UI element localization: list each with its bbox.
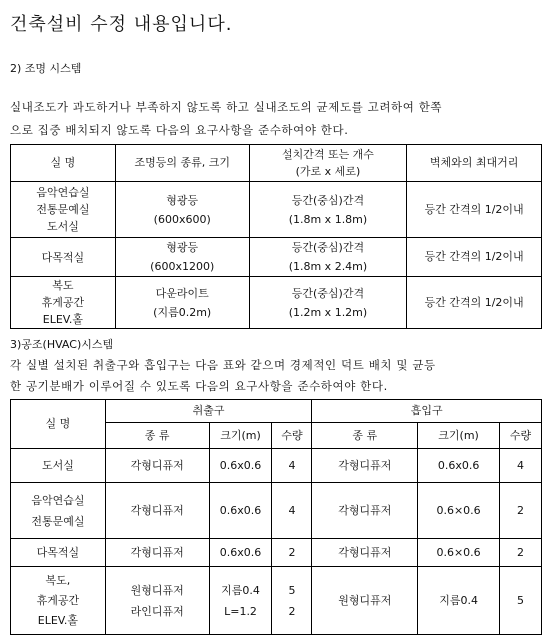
hvac-cell-room-line: 휴게공간 <box>36 593 80 607</box>
lighting-cell-spacing-line: 등간(중심)간격 <box>291 241 365 254</box>
hvac-subheader-supply-qty: 수량 <box>272 423 312 449</box>
lighting-cell-spacing-line: (1.2m x 1.2m) <box>288 305 368 319</box>
hvac-cell-r-size-line: 0.6x0.6 <box>437 458 480 472</box>
hvac-table-row <box>11 567 542 635</box>
hvac-cell-room <box>11 483 106 539</box>
hvac-cell-s-qty-line: 4 <box>288 503 296 517</box>
lighting-cell-room-line: 도서실 <box>46 220 79 233</box>
document-title: 건축설비 수정 내용입니다. <box>10 14 233 35</box>
hvac-subheader-supply-size: 크기(m) <box>209 423 272 449</box>
lighting-header-type: 조명등의 종류, 크기 <box>115 145 249 182</box>
section3-paragraph-line-1: 각 실별 설치된 취출구와 흡입구는 다음 표와 같으며 경제적인 덕트 배치 및 균등 <box>10 358 436 372</box>
lighting-cell-room-line: 휴게공간 <box>41 296 85 309</box>
hvac-cell-s-type <box>105 539 209 567</box>
lighting-cell-type-line: (600x600) <box>153 212 211 226</box>
hvac-cell-r-type <box>312 567 418 635</box>
hvac-cell-r-qty <box>500 483 542 539</box>
lighting-cell-type-line: 다운라이트 <box>155 286 209 300</box>
hvac-cell-room-line: ELEV.홀 <box>37 613 79 627</box>
hvac-cell-s-qty <box>272 567 312 635</box>
hvac-cell-s-size <box>209 539 272 567</box>
hvac-cell-r-qty-line: 4 <box>517 458 525 472</box>
hvac-header-room: 실 명 <box>11 400 106 449</box>
hvac-cell-r-qty-line: 2 <box>517 503 525 517</box>
hvac-cell-r-qty-line: 5 <box>517 593 525 607</box>
hvac-cell-r-qty <box>500 567 542 635</box>
hvac-cell-room-line: 도서실 <box>41 458 74 472</box>
lighting-cell-spacing-line: 등간(중심)간격 <box>291 193 365 207</box>
hvac-cell-room-line: 다목적실 <box>36 545 80 559</box>
lighting-cell-type-line: 형광등 <box>166 241 199 254</box>
hvac-table-row <box>11 449 542 483</box>
hvac-cell-s-type-line: 각형디퓨저 <box>130 458 184 472</box>
hvac-cell-s-type-line: 원형디퓨저 <box>130 583 184 597</box>
lighting-cell-spacing-line: (1.8m x 1.8m) <box>288 212 368 226</box>
section3-heading: 3)공조(HVAC)시스템 <box>10 338 114 351</box>
lighting-cell-type-line: 형광등 <box>166 193 199 207</box>
lighting-cell-spacing-line: 등간(중심)간격 <box>291 286 365 300</box>
hvac-cell-s-size <box>209 567 272 635</box>
hvac-header-return: 흡입구 <box>312 400 542 423</box>
hvac-cell-r-type <box>312 449 418 483</box>
hvac-cell-s-type-line: 라인디퓨저 <box>130 604 184 618</box>
hvac-cell-s-size <box>209 483 272 539</box>
lighting-cell-room-line: ELEV.홀 <box>42 313 84 326</box>
lighting-header-spacing-line: (가로 x 세로) <box>295 165 361 178</box>
hvac-cell-s-type-line: 각형디퓨저 <box>130 503 184 517</box>
hvac-cell-s-qty <box>272 539 312 567</box>
hvac-cell-room-line: 음악연습실 <box>31 493 85 507</box>
hvac-cell-r-size <box>418 539 500 567</box>
lighting-cell-spacing <box>249 238 407 277</box>
hvac-table <box>10 399 542 635</box>
section3-paragraph-line-2: 한 공기분배가 이루어질 수 있도록 다음의 요구사항을 준수하여야 한다. <box>10 379 388 393</box>
hvac-cell-r-size-line: 0.6×0.6 <box>436 503 481 517</box>
lighting-cell-spacing-line: (1.8m x 2.4m) <box>288 260 368 273</box>
hvac-subheader-return-size: 크기(m) <box>418 423 500 449</box>
lighting-cell-spacing <box>249 277 407 329</box>
hvac-cell-room <box>11 449 106 483</box>
hvac-cell-s-size <box>209 449 272 483</box>
hvac-cell-r-qty <box>500 449 542 483</box>
lighting-cell-room <box>11 182 116 238</box>
lighting-cell-type <box>115 182 249 238</box>
lighting-cell-room <box>11 238 116 277</box>
lighting-header-spacing-line: 설치간격 또는 개수 <box>281 148 374 161</box>
lighting-cell-type-line: (지름0.2m) <box>153 305 212 319</box>
hvac-cell-r-size <box>418 567 500 635</box>
hvac-cell-r-type <box>312 539 418 567</box>
hvac-cell-room-line: 복도, <box>45 573 71 587</box>
lighting-header-room: 실 명 <box>11 145 116 182</box>
hvac-cell-s-size-line: 지름0.4 <box>221 583 260 597</box>
hvac-cell-s-qty-line: 5 <box>288 583 296 597</box>
hvac-cell-r-qty-line: 2 <box>517 545 525 559</box>
hvac-cell-s-qty-line: 2 <box>288 604 296 618</box>
hvac-header-supply: 취출구 <box>105 400 312 423</box>
lighting-cell-type <box>115 277 249 329</box>
section2-paragraph-line-1: 실내조도가 과도하거나 부족하지 않도록 하고 실내조도의 균제도를 고려하여 한쪽 <box>10 100 443 114</box>
hvac-cell-room <box>11 539 106 567</box>
hvac-cell-r-qty <box>500 539 542 567</box>
lighting-cell-room-line: 다목적실 <box>41 250 85 264</box>
lighting-cell-room-line: 음악연습실 <box>36 186 90 199</box>
hvac-cell-s-qty-line: 4 <box>288 458 296 472</box>
hvac-cell-s-size-line: 0.6x0.6 <box>219 458 262 472</box>
lighting-cell-room-line: 전통문예실 <box>36 203 90 216</box>
hvac-cell-s-qty <box>272 449 312 483</box>
section2-paragraph-line-2: 으로 집중 배치되지 않도록 다음의 요구사항을 준수하여야 한다. <box>10 123 349 137</box>
lighting-header-distance: 벽체와의 최대거리 <box>407 145 542 182</box>
lighting-cell-room <box>11 277 116 329</box>
hvac-cell-r-type-line: 각형디퓨저 <box>338 503 392 517</box>
lighting-cell-spacing <box>249 182 407 238</box>
hvac-cell-r-size <box>418 449 500 483</box>
lighting-cell-distance: 등간 간격의 1/2이내 <box>407 182 542 238</box>
hvac-cell-s-size-line: L=1.2 <box>224 604 257 618</box>
hvac-cell-s-type <box>105 567 209 635</box>
lighting-cell-distance: 등간 간격의 1/2이내 <box>407 277 542 329</box>
lighting-cell-room-line: 복도 <box>52 279 74 292</box>
hvac-cell-s-size-line: 0.6x0.6 <box>219 503 262 517</box>
hvac-cell-room-line: 전통문예실 <box>31 514 85 528</box>
hvac-table-row <box>11 483 542 539</box>
hvac-cell-r-type-line: 원형디퓨저 <box>338 593 392 607</box>
lighting-table-row <box>11 277 542 329</box>
hvac-subheader-return-type: 종 류 <box>312 423 418 449</box>
hvac-subheader-supply-type: 종 류 <box>105 423 209 449</box>
hvac-cell-r-type-line: 각형디퓨저 <box>338 545 392 559</box>
hvac-cell-s-qty <box>272 483 312 539</box>
lighting-cell-distance: 등간 간격의 1/2이내 <box>407 238 542 277</box>
hvac-cell-s-qty-line: 2 <box>288 545 296 559</box>
lighting-cell-type-line: (600x1200) <box>150 260 215 273</box>
lighting-cell-type <box>115 238 249 277</box>
hvac-cell-room <box>11 567 106 635</box>
hvac-cell-s-size-line: 0.6x0.6 <box>219 545 262 559</box>
hvac-cell-r-type-line: 각형디퓨저 <box>338 458 392 472</box>
lighting-table <box>10 144 542 329</box>
lighting-table-row <box>11 182 542 238</box>
hvac-cell-s-type <box>105 449 209 483</box>
lighting-header-spacing <box>249 145 407 182</box>
hvac-table-row <box>11 539 542 567</box>
hvac-cell-r-size-line: 지름0.4 <box>439 593 478 607</box>
lighting-table-row <box>11 238 542 277</box>
hvac-cell-r-type <box>312 483 418 539</box>
hvac-cell-s-type <box>105 483 209 539</box>
hvac-subheader-return-qty: 수량 <box>500 423 542 449</box>
section2-heading: 2) 조명 시스템 <box>10 62 82 75</box>
hvac-cell-r-size-line: 0.6×0.6 <box>436 545 481 559</box>
hvac-cell-r-size <box>418 483 500 539</box>
hvac-cell-s-type-line: 각형디퓨저 <box>130 545 184 559</box>
